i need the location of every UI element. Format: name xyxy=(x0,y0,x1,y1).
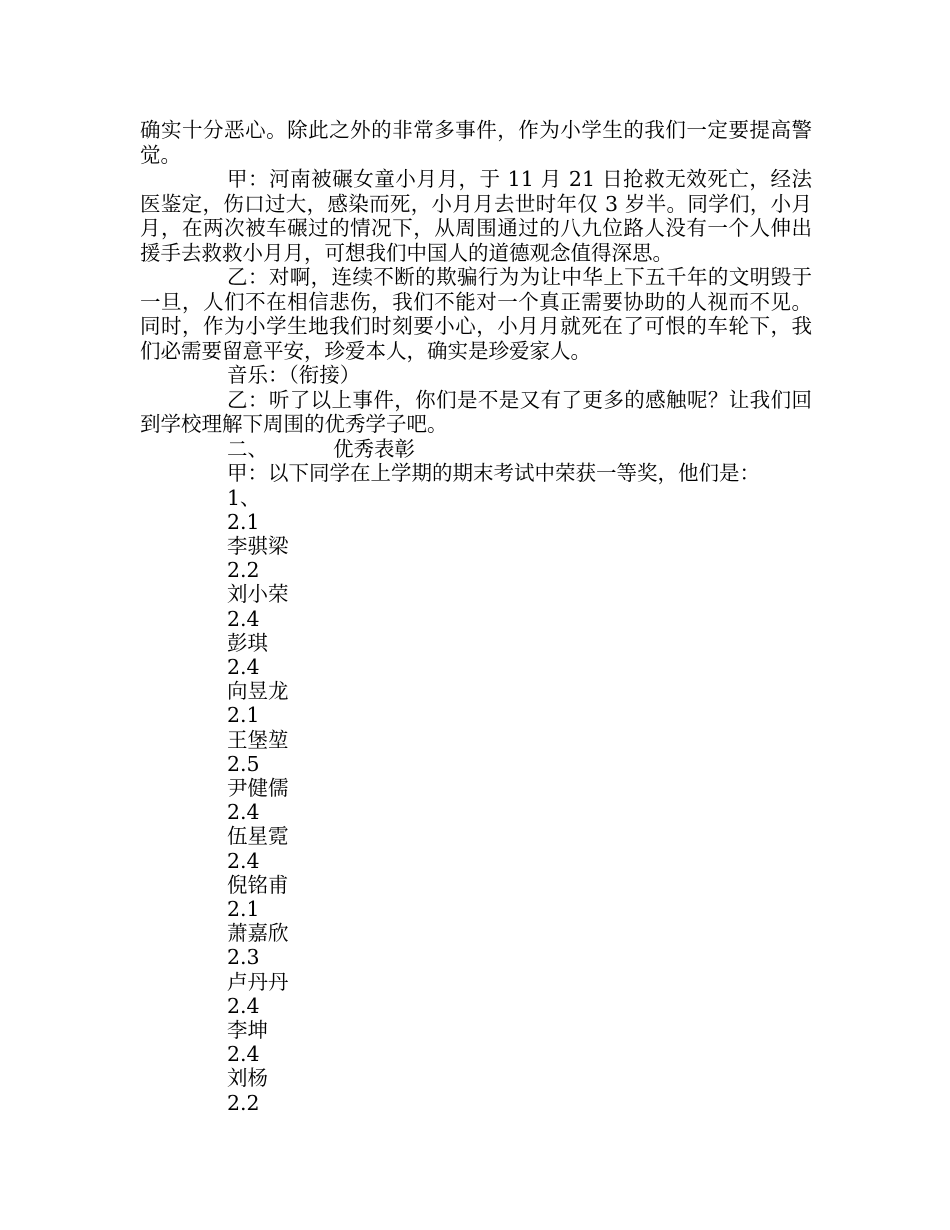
awardee-grade: 2.4 xyxy=(227,800,260,825)
awardee-name: 王堡堃 xyxy=(227,727,289,752)
awardee-name: 李骐梁 xyxy=(227,533,289,558)
awardee-name: 向昱龙 xyxy=(227,679,289,704)
awardee-grade: 2.2 xyxy=(227,1090,260,1115)
awardee-grade: 2.4 xyxy=(227,654,260,679)
award-intro: 甲：以下同学在上学期的期末考试中荣获一等奖，他们是： xyxy=(227,461,760,485)
awardee-name: 李坤 xyxy=(227,1017,268,1042)
document-page xyxy=(140,118,812,1115)
awardee-grade: 2.1 xyxy=(227,703,260,728)
awardee-grade: 2.4 xyxy=(227,848,260,873)
awardee-grade: 2.1 xyxy=(227,509,260,534)
paragraph-jia-xiaoyueyue: 甲：河南被碾女童小月月，于 11 月 21 日抢救无效死亡，经法医鉴定，伤口过大，感染而死，小月月去世时年仅 3 岁半。同学们，小月月，在两次被车碾过的情况下，从周围通过的八九位路人没有一个人伸出援手去救救小月月，可想我们中国人的道德观念值得深思。 xyxy=(140,167,812,265)
section-heading xyxy=(140,437,812,462)
paragraph-yi-transition: 乙：听了以上事件，你们是不是又有了更多的感触呢？让我们回到学校理解下周围的优秀学子吧。 xyxy=(140,387,812,436)
section-number: 二、 xyxy=(227,436,268,461)
awardee-name: 彭琪 xyxy=(227,630,268,655)
paragraph-yi-response: 乙：对啊，连续不断的欺骗行为为让中华上下五千年的文明毁于一旦，人们不在相信悲伤，我们不能对一个真正需要协助的人视而不见。同时，作为小学生地我们时刻要小心，小月月就死在了可恨的车轮下，我们必需要留意平安，珍爱本人，确实是珍爱家人。 xyxy=(140,265,812,363)
awardee-grade: 2.2 xyxy=(227,558,260,583)
awardee-name: 倪铭甫 xyxy=(227,872,289,897)
awardee-list xyxy=(140,486,812,1115)
awardee-name: 刘小荣 xyxy=(227,582,289,607)
awardee-grade: 2.3 xyxy=(227,945,260,970)
list-start-number: 1、 xyxy=(227,485,261,510)
awardee-grade: 2.5 xyxy=(227,751,260,776)
awardee-name: 尹健儒 xyxy=(227,775,289,800)
music-cue: 音乐：（衔接） xyxy=(227,363,361,387)
paragraph-continuation: 确实十分恶心。除此之外的非常多事件，作为小学生的我们一定要提高警觉。 xyxy=(140,118,812,167)
awardee-grade: 2.1 xyxy=(227,896,260,921)
awardee-name: 卢丹丹 xyxy=(227,969,289,994)
awardee-name: 萧嘉欣 xyxy=(227,921,289,946)
awardee-name: 刘杨 xyxy=(227,1066,268,1091)
awardee-grade: 2.4 xyxy=(227,993,260,1018)
awardee-name: 伍星霓 xyxy=(227,824,289,849)
awardee-grade: 2.4 xyxy=(227,606,260,631)
section-title: 优秀表彰 xyxy=(333,436,415,461)
awardee-grade: 2.4 xyxy=(227,1042,260,1067)
